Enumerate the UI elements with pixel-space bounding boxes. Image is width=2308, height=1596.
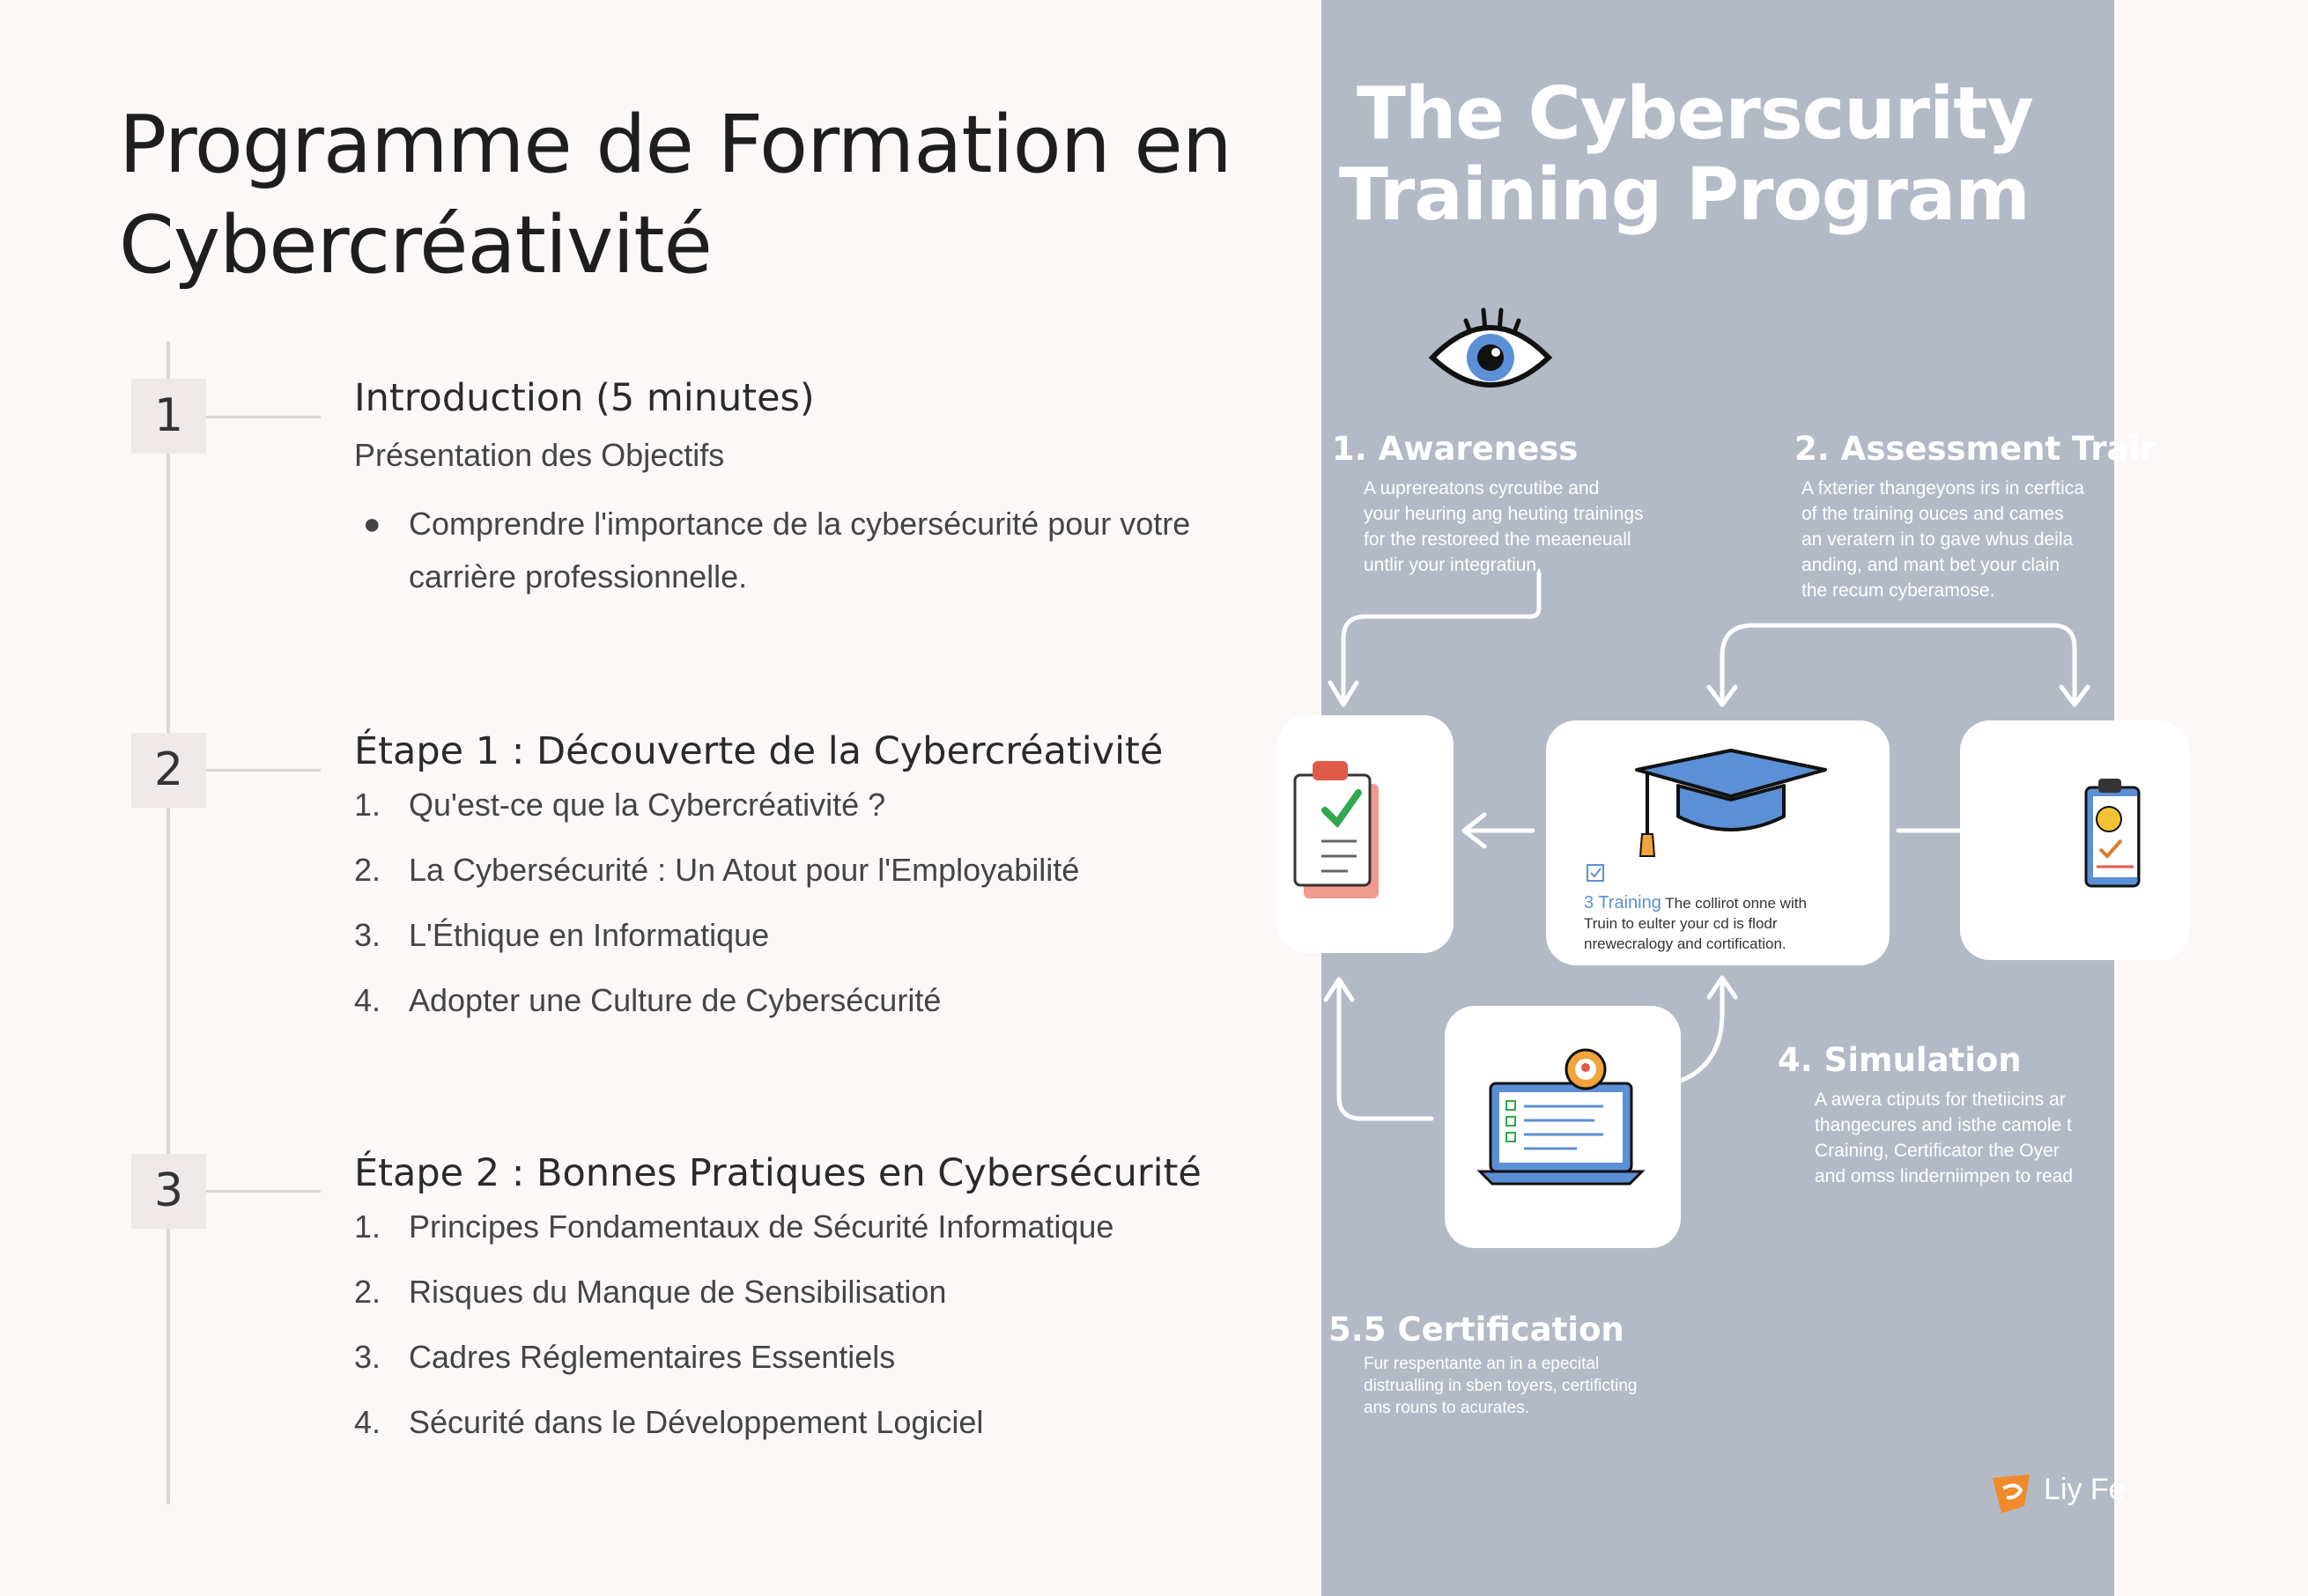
infographic-text-awareness: A ɯprereatons cyrcutibe and your heuring ang heuting trainings for the restoreed the meaeneuall untlir your integratiun. [1364, 478, 1644, 575]
step-subheading-1: Présentation des Objectifs [354, 437, 725, 473]
list-number: 1. [354, 1208, 381, 1245]
list-item [354, 983, 1235, 1018]
list-number: 2. [354, 1274, 381, 1310]
step-number-1: 1 [131, 379, 206, 454]
list-text: Qu'est-ce que la Cybercréativité ? [409, 787, 886, 823]
step-connector-2 [206, 769, 321, 772]
step-section-3 [354, 1149, 1235, 1440]
assessment-card [1960, 720, 2189, 960]
step-number-3: 3 [131, 1154, 206, 1229]
assessment-clipboard-icon [2081, 775, 2134, 894]
list-number: 3. [354, 1339, 381, 1375]
infographic-heading-assessment: 2. Assessment Trair [1794, 430, 2156, 468]
list-item [354, 853, 1235, 888]
list-number: 3. [354, 917, 381, 953]
list-item [354, 1209, 1235, 1245]
infographic-title-line-1: The Cyberscurity [1357, 72, 2033, 156]
step-connector-1 [206, 416, 321, 418]
list-text: Adopter une Culture de Cybersécurité [409, 982, 942, 1018]
infographic-panel [1321, 0, 2156, 1596]
list-number: 4. [354, 1404, 381, 1440]
laptop-certificate-icon [1480, 1046, 1647, 1205]
infographic-text-assessment: A fxterier thangeyons irs in cerftica of the training ouces and cames an veratern in to gave whus deila anding, and mant bet your clain the recum cyberamose. [1801, 478, 2084, 601]
list-item [354, 1275, 1235, 1310]
step-list-3 [354, 1209, 1235, 1440]
checkbox-icon [1586, 863, 1607, 884]
infographic-heading-certification: 5.5 Certification [1328, 1311, 1624, 1348]
clipboard-icon [1321, 757, 1392, 907]
brand-logo-icon [1989, 1471, 2035, 1517]
infographic-title-line-2: Training Program [1339, 153, 2030, 237]
list-text: Principes Fondamentaux de Sécurité Informatique [409, 1208, 1114, 1245]
infographic-text-certification: Fur respentante an in a epecital distrualling in sben toyers, certificting ans rouns to acurates. [1364, 1355, 1638, 1417]
infographic-heading-simulation: 4. Simulation [1778, 1041, 2022, 1079]
infographic-text-simulation: A awera ctiputs for thetiicins ar thangecures and isthe camole t Craining, Certificator the Oyer and omss linderniimpen to read [1815, 1090, 2073, 1186]
list-item [354, 1405, 1235, 1440]
list-number: 2. [354, 852, 381, 888]
list-text: L'Éthique en Informatique [409, 917, 770, 953]
step-heading-3: Étape 2 : Bonnes Pratiques en Cybersécurité [354, 1151, 1202, 1195]
list-item [354, 1340, 1235, 1375]
list-item [354, 918, 1235, 953]
step-heading-2: Étape 1 : Découverte de la Cybercréativité [354, 729, 1164, 773]
step-connector-3 [206, 1190, 321, 1193]
step-section-2 [354, 728, 1235, 1018]
timeline-line [166, 342, 170, 1504]
list-number: 1. [354, 787, 381, 823]
step-number-2: 2 [131, 733, 206, 808]
step-heading-1: Introduction (5 minutes) [354, 376, 815, 420]
step-list-2 [354, 787, 1235, 1018]
list-text: Sécurité dans le Développement Logiciel [409, 1404, 984, 1440]
graduation-cap-icon [1630, 742, 1832, 874]
bullet-text: Comprendre l'importance de la cybersécurité pour votre carrière professionnelle. [409, 506, 1191, 595]
bullet-item [354, 498, 1235, 603]
list-item [354, 787, 1235, 823]
training-card-text: 3 Training The collirot onne with Truin to eulter your cd is flodr nrewecralogy and cortification. [1584, 893, 1807, 952]
list-text: Risques du Manque de Sensibilisation [409, 1274, 947, 1310]
bullet-icon: ● [363, 507, 381, 541]
list-number: 4. [354, 982, 381, 1018]
brand-logo-text: Liy Fe [2044, 1473, 2126, 1506]
page-title: Programme de Formation en Cybercréativité [119, 99, 1232, 292]
training-card-label: 3 Training [1584, 893, 1661, 913]
infographic-heading-awareness: 1. Awareness [1332, 430, 1579, 468]
step-section-1 [354, 374, 1235, 603]
list-text: Cadres Réglementaires Essentiels [409, 1339, 896, 1375]
list-text: La Cybersécurité : Un Atout pour l'Employabilité [409, 852, 1080, 888]
